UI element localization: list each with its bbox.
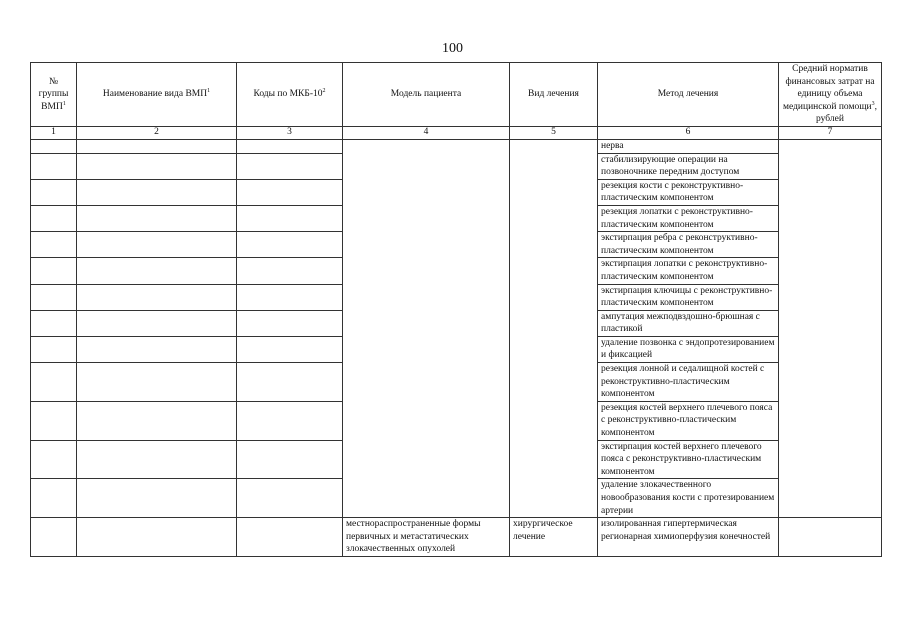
- header-treatment-method: Метод лечения: [598, 63, 779, 127]
- patient-model-cell: местнораспространенные формы первичных и метастатических злокачественных опухолей: [343, 518, 510, 557]
- header-icd-codes: Коды по МКБ-$10^2$: [237, 63, 343, 127]
- group-cell: [31, 479, 77, 518]
- group-cell: [31, 336, 77, 362]
- icd-cell: [237, 363, 343, 402]
- group-cell: [31, 179, 77, 205]
- method-cell: резекция костей верхнего плечевого пояса с реконструктивно-пластическим компонентом: [598, 401, 779, 440]
- icd-cell: [237, 205, 343, 231]
- method-cell: резекция лонной и седалищной костей с реконструктивно-пластическим компонентом: [598, 363, 779, 402]
- column-number: 2: [77, 126, 237, 139]
- vmp-name-cell: [77, 284, 237, 310]
- icd-cell: [237, 518, 343, 557]
- method-cell: изолированная гипертермическая регионарная химиоперфузия конечностей: [598, 518, 779, 557]
- header-group-number: № группы ВМП$^1$: [31, 63, 77, 127]
- patient-model-cell: [343, 139, 510, 517]
- icd-cell: [237, 153, 343, 179]
- treatment-type-cell: хирургическое лечение: [510, 518, 598, 557]
- icd-cell: [237, 139, 343, 153]
- vmp-name-cell: [77, 139, 237, 153]
- column-number: 7: [779, 126, 882, 139]
- group-cell: [31, 401, 77, 440]
- group-cell: [31, 139, 77, 153]
- cost-cell: [779, 518, 882, 557]
- group-cell: [31, 440, 77, 479]
- vmp-name-cell: [77, 310, 237, 336]
- method-cell: экстирпация ключицы с реконструктивно-пластическим компонентом: [598, 284, 779, 310]
- group-cell: [31, 363, 77, 402]
- icd-cell: [237, 258, 343, 284]
- method-cell: нерва: [598, 139, 779, 153]
- icd-cell: [237, 479, 343, 518]
- header-patient-model: Модель пациента: [343, 63, 510, 127]
- column-number: 5: [510, 126, 598, 139]
- vmp-name-cell: [77, 258, 237, 284]
- vmp-name-cell: [77, 479, 237, 518]
- vmp-name-cell: [77, 440, 237, 479]
- group-cell: [31, 310, 77, 336]
- group-cell: [31, 232, 77, 258]
- column-number: 4: [343, 126, 510, 139]
- column-number-row: [31, 126, 882, 139]
- method-cell: стабилизирующие операции на позвоночнике передним доступом: [598, 153, 779, 179]
- cost-cell: [779, 139, 882, 517]
- method-cell: экстирпация ребра с реконструктивно-пластическим компонентом: [598, 232, 779, 258]
- method-cell: ампутация межподвздошно-брюшная с пластикой: [598, 310, 779, 336]
- group-cell: [31, 284, 77, 310]
- vmp-name-cell: [77, 336, 237, 362]
- column-number: 6: [598, 126, 779, 139]
- icd-cell: [237, 284, 343, 310]
- method-cell: удаление злокачественного новообразования кости с протезированием артерии: [598, 479, 779, 518]
- group-cell: [31, 258, 77, 284]
- icd-cell: [237, 310, 343, 336]
- column-number: 3: [237, 126, 343, 139]
- table-header-row: [31, 63, 882, 127]
- vmp-name-cell: [77, 518, 237, 557]
- group-cell: [31, 205, 77, 231]
- page-number: 100: [442, 41, 463, 56]
- header-vmp-name: Наименование вида ВМП$^1$: [77, 63, 237, 127]
- icd-cell: [237, 179, 343, 205]
- group-cell: [31, 153, 77, 179]
- table-row: [31, 518, 882, 557]
- vmp-name-cell: [77, 153, 237, 179]
- vmp-name-cell: [77, 401, 237, 440]
- method-cell: резекция кости с реконструктивно-пластическим компонентом: [598, 179, 779, 205]
- vmp-table: [30, 62, 882, 557]
- method-cell: резекция лопатки с реконструктивно-пластическим компонентом: [598, 205, 779, 231]
- column-number: 1: [31, 126, 77, 139]
- vmp-name-cell: [77, 363, 237, 402]
- method-cell: экстирпация костей верхнего плечевого пояса с реконструктивно-пластическим компонентом: [598, 440, 779, 479]
- method-cell: экстирпация лопатки с реконструктивно-пластическим компонентом: [598, 258, 779, 284]
- group-cell: [31, 518, 77, 557]
- method-cell: удаление позвонка с эндопротезированием и фиксацией: [598, 336, 779, 362]
- icd-cell: [237, 232, 343, 258]
- header-treatment-type: Вид лечения: [510, 63, 598, 127]
- icd-cell: [237, 336, 343, 362]
- vmp-name-cell: [77, 179, 237, 205]
- header-cost-norm: Средний норматив финансовых затрат на единицу объема медицинской помощи$^3$, рублей: [779, 63, 882, 127]
- table-row: [31, 139, 882, 153]
- icd-cell: [237, 440, 343, 479]
- vmp-name-cell: [77, 205, 237, 231]
- vmp-name-cell: [77, 232, 237, 258]
- icd-cell: [237, 401, 343, 440]
- treatment-type-cell: [510, 139, 598, 517]
